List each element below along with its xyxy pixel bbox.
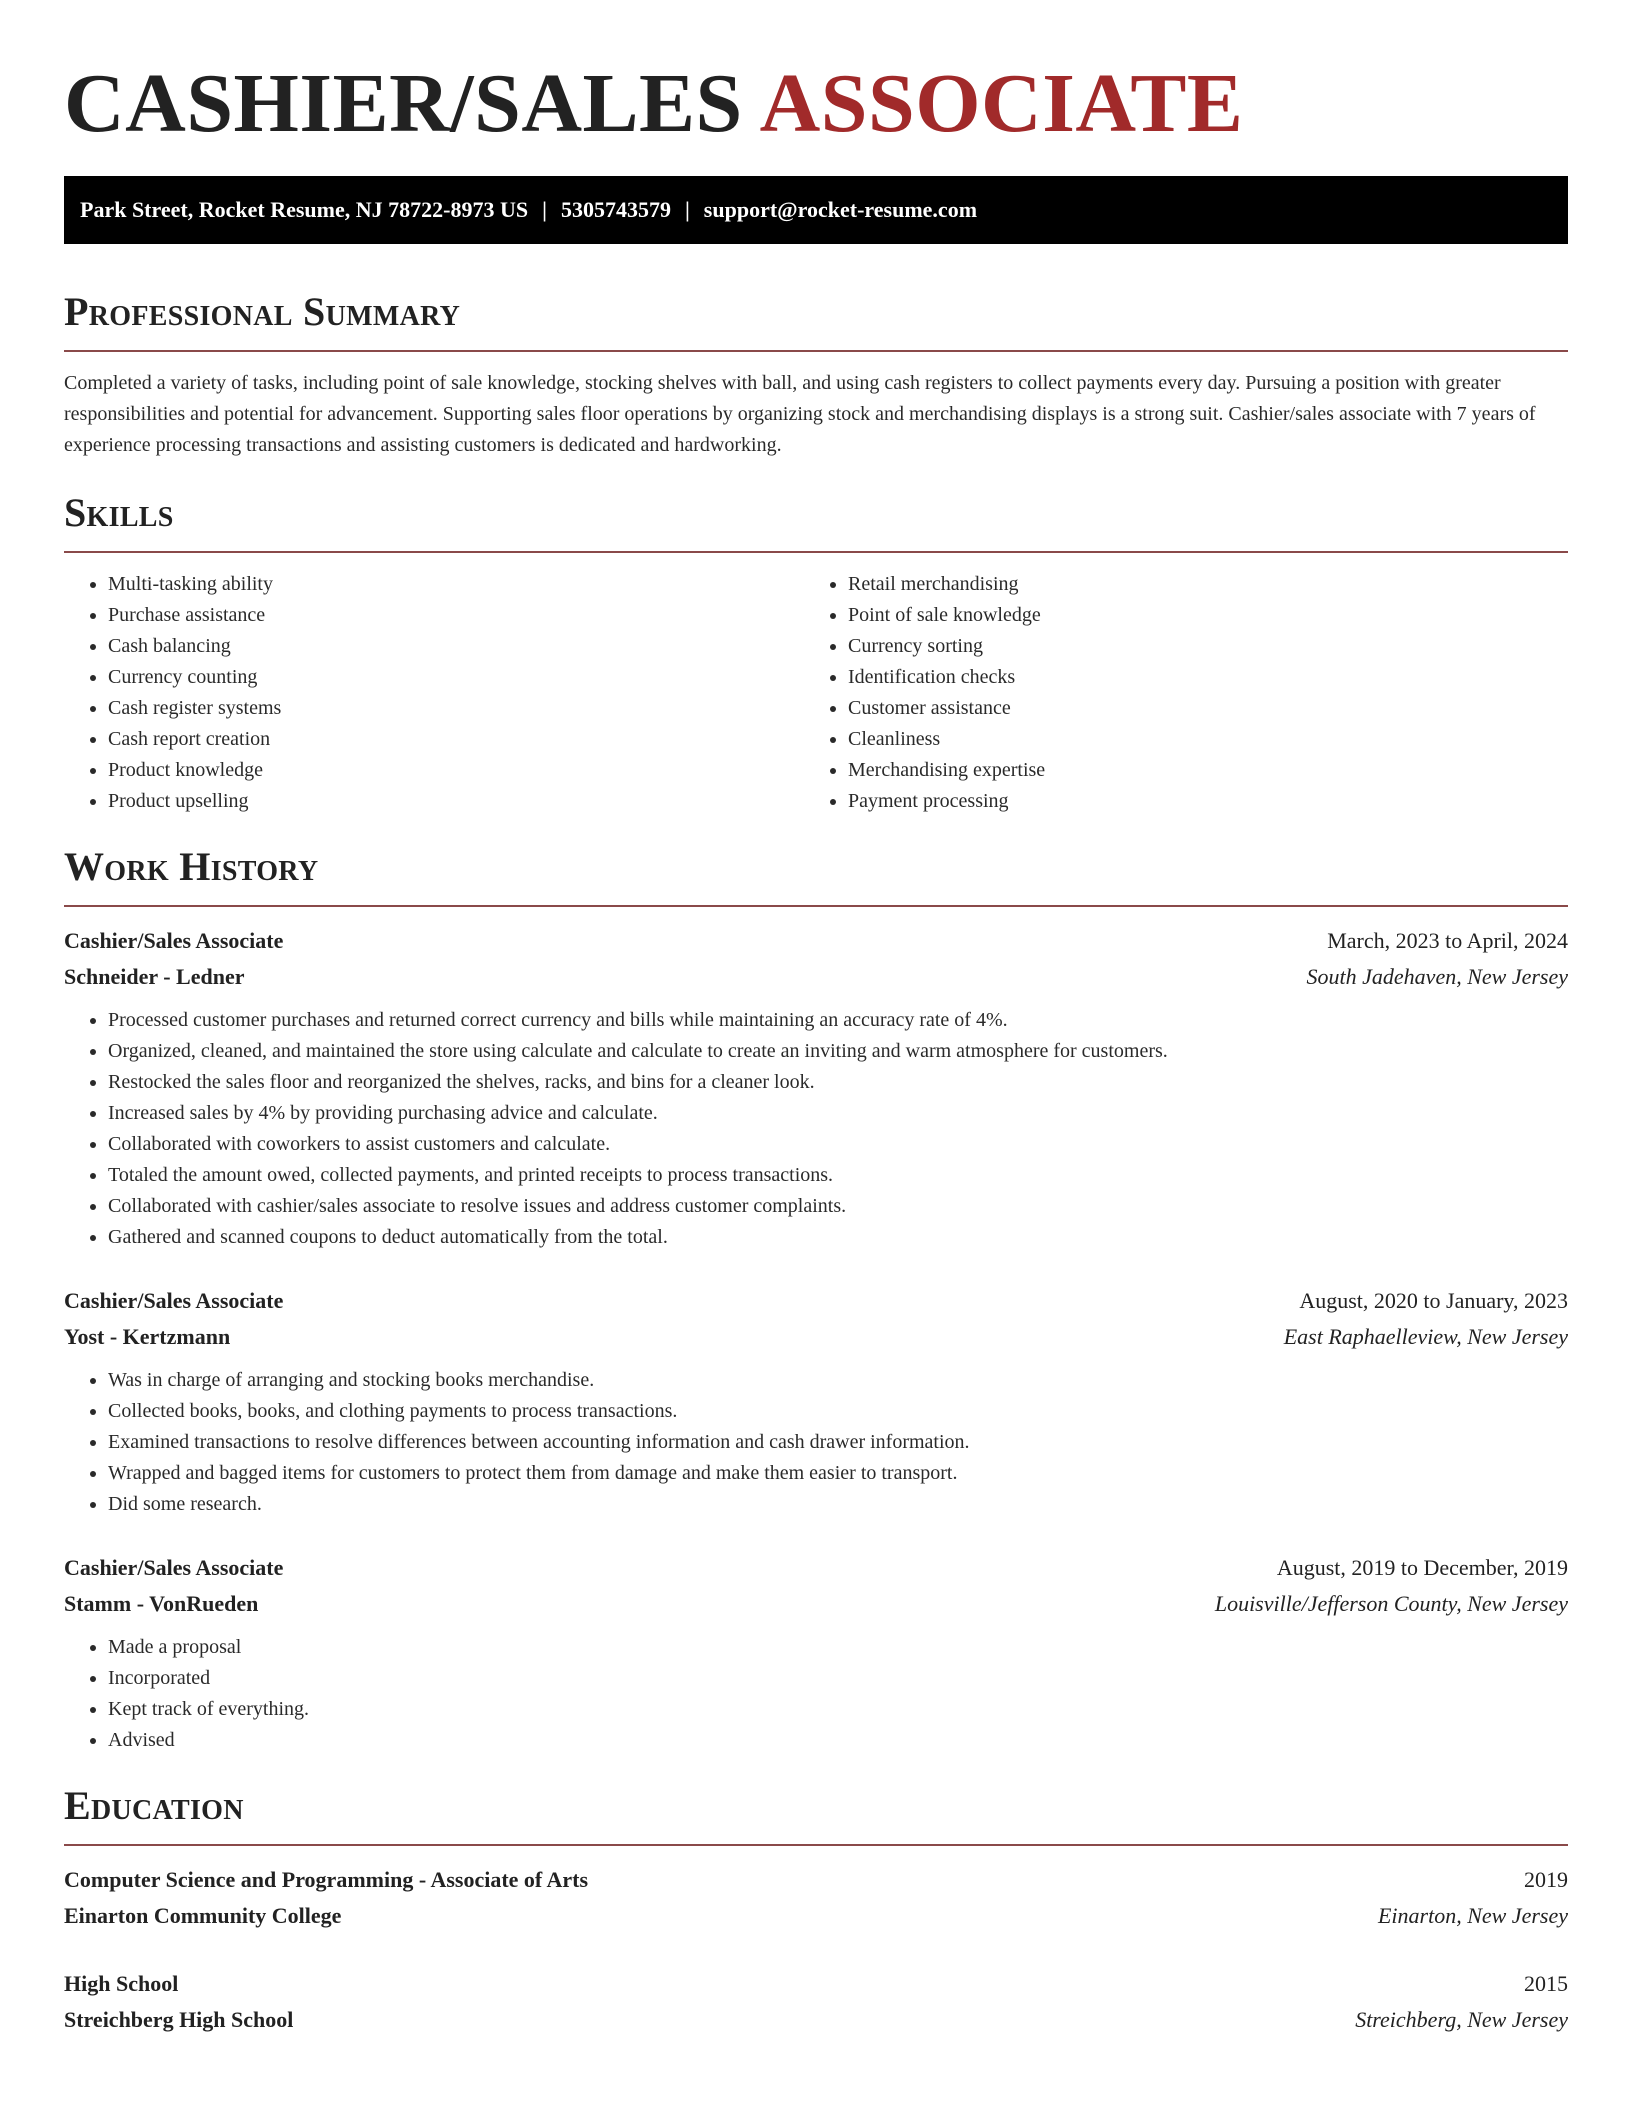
job-subheader <box>64 959 1568 995</box>
skill-item: • Retail merchandising <box>848 569 1544 600</box>
education-year: 2015 <box>1524 1971 1568 1996</box>
job-header <box>64 1550 1568 1586</box>
job-bullets <box>64 1005 1568 1253</box>
skill-item: • Cleanliness <box>848 724 1544 755</box>
education-location: Streichberg, New Jersey <box>1355 2007 1568 2032</box>
job-bullets <box>64 1632 1568 1756</box>
skill-item: • Identification checks <box>848 662 1544 693</box>
section-divider <box>64 905 1568 907</box>
job-bullet: • Did some research. <box>108 1489 1568 1520</box>
job-bullet: • Made a proposal <box>108 1632 1568 1663</box>
skill-item: • Purchase assistance <box>108 600 804 631</box>
job-bullet: • Restocked the sales floor and reorganized the shelves, racks, and bins for a cleaner look. <box>108 1067 1568 1098</box>
job-bullet: • Totaled the amount owed, collected payments, and printed receipts to process transactions. <box>108 1160 1568 1191</box>
education-subheader <box>64 1898 1568 1934</box>
job-position: Cashier/Sales Associate <box>64 1288 284 1313</box>
summary-section <box>64 288 1568 461</box>
skills-columns <box>64 569 1568 817</box>
job-header <box>64 923 1568 959</box>
contact-email: support@rocket-resume.com <box>703 197 978 222</box>
education-year: 2019 <box>1524 1867 1568 1892</box>
skill-item: • Multi-tasking ability <box>108 569 804 600</box>
job-bullet: • Was in charge of arranging and stocking books merchandise. <box>108 1365 1568 1396</box>
job-company: Schneider - Ledner <box>64 964 245 989</box>
job-dates: March, 2023 to April, 2024 <box>1327 928 1568 953</box>
section-divider <box>64 1844 1568 1846</box>
job-entry <box>64 1283 1568 1520</box>
education-location: Einarton, New Jersey <box>1377 1903 1568 1928</box>
skill-item: • Product upselling <box>108 786 804 817</box>
job-bullet: • Collaborated with coworkers to assist customers and calculate. <box>108 1129 1568 1160</box>
education-section <box>64 1782 1568 2038</box>
job-bullet: • Gathered and scanned coupons to deduct automatically from the total. <box>108 1222 1568 1253</box>
job-bullet: • Processed customer purchases and returned correct currency and bills while maintaining an accuracy rate of 4%. <box>108 1005 1568 1036</box>
name-first: CASHIER/SALES <box>64 57 743 150</box>
job-entry <box>64 1550 1568 1756</box>
job-bullet: • Examined transactions to resolve differences between accounting information and cash drawer information. <box>108 1427 1568 1458</box>
skills-list-left <box>64 569 804 817</box>
education-heading: Education <box>64 1783 244 1828</box>
education-entry <box>64 1966 1568 2038</box>
education-school: Einarton Community College <box>64 1903 342 1928</box>
skill-item: • Product knowledge <box>108 755 804 786</box>
job-bullet: • Advised <box>108 1725 1568 1756</box>
job-location: Louisville/Jefferson County, New Jersey <box>1214 1591 1568 1616</box>
skill-item: • Point of sale knowledge <box>848 600 1544 631</box>
skill-item: • Currency sorting <box>848 631 1544 662</box>
education-entry <box>64 1862 1568 1934</box>
job-dates: August, 2019 to December, 2019 <box>1276 1555 1568 1580</box>
job-company: Yost - Kertzmann <box>64 1324 231 1349</box>
resume-page <box>64 0 1568 2038</box>
job-bullet: • Incorporated <box>108 1663 1568 1694</box>
job-subheader <box>64 1586 1568 1622</box>
job-bullets <box>64 1365 1568 1520</box>
skill-item: • Currency counting <box>108 662 804 693</box>
job-position: Cashier/Sales Associate <box>64 928 284 953</box>
job-location: East Raphaelleview, New Jersey <box>1283 1324 1568 1349</box>
education-header <box>64 1862 1568 1898</box>
job-bullet: • Collected books, books, and clothing payments to process transactions. <box>108 1396 1568 1427</box>
skills-list-right <box>804 569 1544 817</box>
education-school: Streichberg High School <box>64 2007 294 2032</box>
job-position: Cashier/Sales Associate <box>64 1555 284 1580</box>
contact-address: Park Street, Rocket Resume, NJ 78722-8973 US <box>80 197 529 222</box>
work-history-section <box>64 843 1568 1756</box>
skills-section <box>64 489 1568 817</box>
skill-item: • Merchandising expertise <box>848 755 1544 786</box>
education-degree: Computer Science and Programming - Associate of Arts <box>64 1867 589 1892</box>
education-degree: High School <box>64 1971 179 1996</box>
skill-item: • Cash balancing <box>108 631 804 662</box>
education-subheader <box>64 2002 1568 2038</box>
education-header <box>64 1966 1568 2002</box>
job-bullet: • Wrapped and bagged items for customers to protect them from damage and make them easier to transport. <box>108 1458 1568 1489</box>
job-entry <box>64 923 1568 1253</box>
job-bullet: • Kept track of everything. <box>108 1694 1568 1725</box>
job-bullet: • Organized, cleaned, and maintained the store using calculate and calculate to create an inviting and warm atmosphere for customers. <box>108 1036 1568 1067</box>
name-last: ASSOCIATE <box>759 57 1244 150</box>
skill-item: • Customer assistance <box>848 693 1544 724</box>
work-history-heading: Work History <box>64 844 319 889</box>
job-company: Stamm - VonRueden <box>64 1591 259 1616</box>
skill-item: • Cash report creation <box>108 724 804 755</box>
job-location: South Jadehaven, New Jersey <box>1306 964 1568 989</box>
job-dates: August, 2020 to January, 2023 <box>1299 1288 1568 1313</box>
job-subheader <box>64 1319 1568 1355</box>
job-bullet: • Collaborated with cashier/sales associate to resolve issues and address customer complaints. <box>108 1191 1568 1222</box>
skills-heading: Skills <box>64 490 174 535</box>
skill-item: • Cash register systems <box>108 693 804 724</box>
job-bullet: • Increased sales by 4% by providing purchasing advice and calculate. <box>108 1098 1568 1129</box>
contact-phone: 5305743579 <box>560 197 671 222</box>
job-header <box>64 1283 1568 1319</box>
contact-bar <box>64 176 1568 244</box>
contact-separator: | <box>542 197 547 222</box>
section-divider <box>64 551 1568 553</box>
summary-heading: Professional Summary <box>64 289 461 334</box>
summary-text: Completed a variety of tasks, including point of sale knowledge, stocking shelves with ball, and using cash registers to collect payments every day. Pursuing a position with greater responsibilities and potential for advancement. Supporting sales floor operations by organizing stock and merchandising displays is a strong suit. Cashier/sales associate with 7 years of experience processing transactions and assisting customers is dedicated and hardworking. <box>64 372 1536 456</box>
contact-separator: | <box>684 197 690 222</box>
section-divider <box>64 350 1568 352</box>
skill-item: • Payment processing <box>848 786 1544 817</box>
resume-name <box>64 56 1568 152</box>
